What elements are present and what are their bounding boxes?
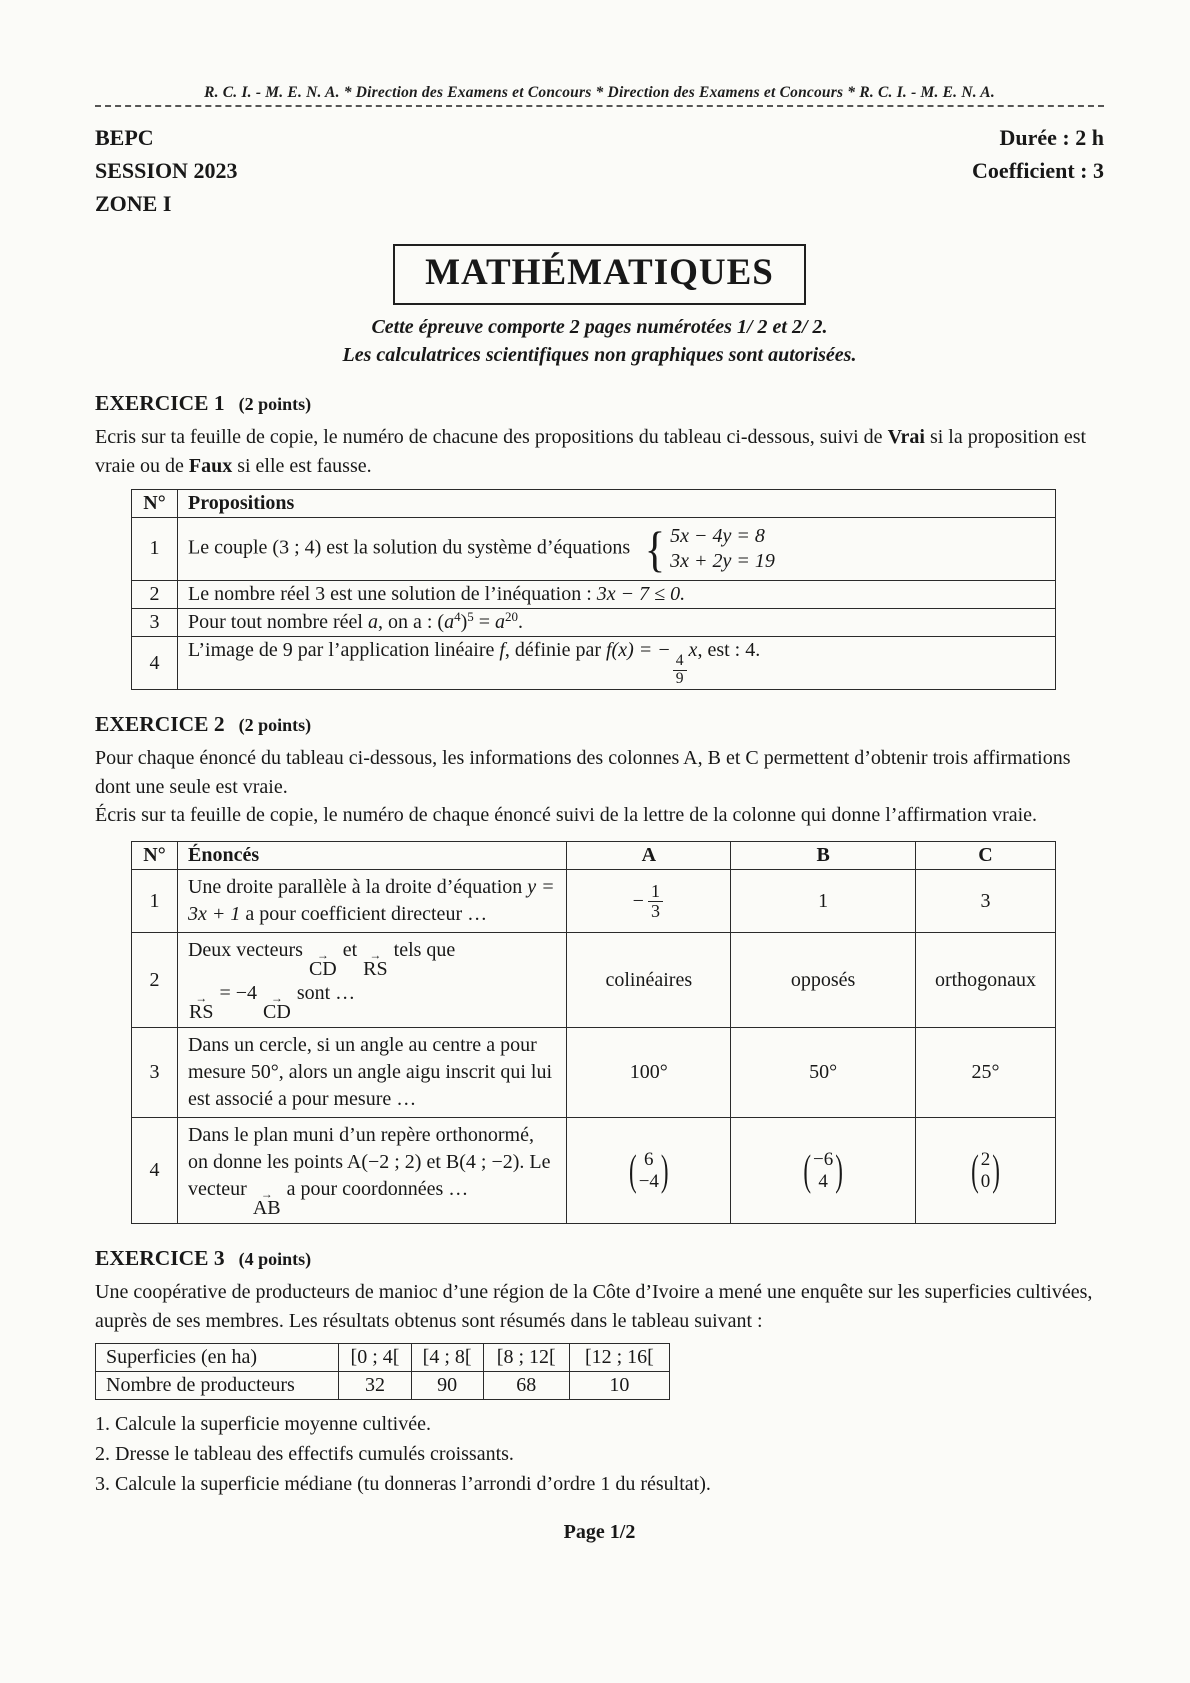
interval-cell: [8 ; 12[ bbox=[483, 1344, 569, 1372]
vector-arrow-icon: → bbox=[270, 991, 283, 1006]
intro-text: si elle est fausse. bbox=[232, 454, 372, 477]
exercise-1 bbox=[95, 391, 1104, 690]
proposition-4-text: L’image de 9 par l’application linéaire bbox=[188, 638, 500, 661]
paren-left: ( bbox=[629, 1146, 637, 1194]
ex2-row-2 bbox=[132, 933, 1056, 1028]
ex1-col-propositions: Propositions bbox=[178, 489, 1056, 517]
vector-name: RS bbox=[188, 1001, 214, 1024]
ex1-propositions-table bbox=[131, 489, 1056, 690]
row-number: 4 bbox=[132, 636, 178, 689]
ex1-row-4 bbox=[132, 636, 1056, 689]
intro-text: si la proposition est vraie ou de bbox=[95, 426, 1087, 477]
exercise-2-heading bbox=[95, 712, 1104, 737]
header-institution-line: R. C. I. - M. E. N. A. * Direction des Examens et Concours * Direction des Examens et Concours * R. C. I. - M. E. N. A. bbox=[204, 84, 995, 101]
count-cell: 32 bbox=[339, 1372, 411, 1400]
math-var: f bbox=[499, 638, 505, 661]
exam-info-right bbox=[972, 121, 1104, 220]
enonce-1-text: Une droite parallèle à la droite d’équation bbox=[187, 876, 528, 899]
ex2-col-enonces: Énoncés bbox=[177, 842, 566, 870]
ex1-col-num: N° bbox=[132, 489, 178, 517]
notice-calculators: Les calculatrices scientifiques non graphiques sont autorisées. bbox=[342, 343, 857, 366]
line-equation: y = 3x + 1 bbox=[187, 876, 555, 926]
row-number: 3 bbox=[132, 1028, 178, 1118]
exercise-3-intro: Une coopérative de producteurs de manioc d’une région de la Côte d’Ivoire a mené une enquête sur les superficies cultivées, auprès de ses membres. Les résultats obtenus sont résumés dans le tableau suivant : bbox=[95, 1281, 1093, 1332]
proposition-2-text: Le nombre réel 3 est une solution de l’inéquation : bbox=[188, 582, 597, 605]
fraction-four-ninths bbox=[673, 653, 687, 688]
fraction-numerator: 4 bbox=[673, 653, 687, 671]
vector-name: RS bbox=[363, 958, 388, 981]
exam-duration: Durée : 2 h bbox=[999, 125, 1104, 150]
ex2-col-c: C bbox=[916, 842, 1056, 870]
row-number: 1 bbox=[132, 870, 178, 933]
vector-rs bbox=[363, 948, 388, 981]
vector-name: CD bbox=[308, 958, 337, 981]
ex2-row-1 bbox=[132, 870, 1056, 933]
proposition-1 bbox=[178, 517, 1056, 580]
ex1-row-1 bbox=[132, 517, 1056, 580]
title-wrap bbox=[95, 244, 1104, 305]
exercise-3-questions bbox=[95, 1409, 1104, 1499]
exam-info bbox=[95, 121, 1104, 220]
math-var: a bbox=[495, 610, 506, 633]
row-number: 2 bbox=[132, 933, 178, 1028]
intro-faux: Faux bbox=[188, 454, 233, 477]
column-vector bbox=[971, 1146, 1000, 1194]
enonce-3: Dans un cercle, si un angle au centre a pour mesure 50°, alors un angle aigu inscrit qui lui est associé a pour mesure … bbox=[177, 1028, 566, 1118]
exam-name: BEPC bbox=[95, 125, 154, 150]
function-formula: f(x) = − bbox=[606, 638, 671, 661]
row-number: 1 bbox=[132, 517, 178, 580]
enonce-2-text: = −4 bbox=[214, 982, 263, 1005]
fraction-denominator: 3 bbox=[650, 901, 660, 922]
interval-cell: [0 ; 4[ bbox=[339, 1344, 411, 1372]
vector-components bbox=[637, 1149, 661, 1193]
proposition-3 bbox=[178, 608, 1056, 636]
exercise-3 bbox=[95, 1246, 1104, 1499]
ex2-row-4 bbox=[132, 1118, 1056, 1224]
question-3: 3. Calcule la superficie médiane (tu donneras l’arrondi d’ordre 1 du résultat). bbox=[95, 1473, 711, 1496]
exercise-1-intro bbox=[95, 423, 1104, 480]
choice-3-a: 100° bbox=[567, 1028, 731, 1118]
vector-components bbox=[811, 1149, 835, 1193]
vector-name: CD bbox=[263, 1001, 291, 1024]
proposition-4-text: , est : 4. bbox=[697, 638, 761, 661]
exam-zone: ZONE I bbox=[95, 191, 172, 216]
enonce-1-text: a pour coefficient directeur … bbox=[240, 903, 488, 926]
exercise-2-points: (2 points) bbox=[238, 715, 312, 736]
paren-left: ( bbox=[803, 1146, 811, 1194]
equation-system bbox=[643, 520, 775, 578]
proposition-2-inequality: 3x − 7 ≤ 0. bbox=[596, 582, 686, 605]
ex2-col-a: A bbox=[567, 842, 731, 870]
question-2: 2. Dresse le tableau des effectifs cumulés croissants. bbox=[95, 1443, 514, 1466]
choice-2-c: orthogonaux bbox=[916, 933, 1056, 1028]
enonce-4 bbox=[177, 1118, 566, 1224]
exponent: 4 bbox=[454, 609, 461, 625]
enonce-1 bbox=[177, 870, 566, 933]
vector-ab bbox=[252, 1187, 281, 1220]
exponent: 20 bbox=[505, 609, 519, 625]
count-cell: 10 bbox=[569, 1372, 669, 1400]
exercise-2 bbox=[95, 712, 1104, 1224]
enonce-4-text: Dans le plan muni d’un repère orthonormé, on donne les points A(−2 ; 2) et B(4 ; −2). Le vecteur bbox=[187, 1124, 551, 1201]
intro-vrai: Vrai bbox=[887, 426, 925, 449]
exponent: 5 bbox=[467, 609, 474, 625]
component-x: 6 bbox=[644, 1149, 654, 1171]
notice-pages: Cette épreuve comporte 2 pages numérotées 1/ 2 et 2/ 2. bbox=[371, 316, 828, 338]
choice-2-a: colinéaires bbox=[567, 933, 731, 1028]
component-x: −6 bbox=[813, 1149, 834, 1171]
exercise-3-points: (4 points) bbox=[238, 1249, 312, 1270]
proposition-3-text: Pour tout nombre réel bbox=[188, 610, 368, 633]
exercise-2-intro-2: Écris sur ta feuille de copie, le numéro de chaque énoncé suivi de la lettre de la colonne qui donne l’affirmation vraie. bbox=[95, 804, 1038, 827]
header-divider bbox=[95, 105, 1104, 107]
enonce-2-text: tels que bbox=[388, 939, 456, 962]
ex2-col-b: B bbox=[731, 842, 916, 870]
vector-components bbox=[979, 1149, 993, 1193]
vector-arrow-icon: → bbox=[316, 948, 329, 963]
component-x: 2 bbox=[980, 1149, 991, 1171]
paren-right: ) bbox=[835, 1146, 843, 1194]
proposition-3-text: ) bbox=[460, 610, 468, 633]
notices bbox=[95, 314, 1104, 369]
count-cell: 90 bbox=[411, 1372, 483, 1400]
paren-left: ( bbox=[971, 1146, 979, 1194]
choice-3-b: 50° bbox=[731, 1028, 916, 1118]
system-lines bbox=[670, 524, 775, 574]
enonce-4-text: a pour coordonnées … bbox=[281, 1178, 469, 1201]
vector-arrow-icon: → bbox=[260, 1187, 273, 1202]
ex3-row1-label: Superficies (en ha) bbox=[96, 1344, 339, 1372]
fraction-denominator: 9 bbox=[675, 669, 684, 687]
exercise-2-intro-1: Pour chaque énoncé du tableau ci-dessous, les informations des colonnes A, B et C permettent d’obtenir trois affirmations dont une seule est vraie. bbox=[95, 747, 1071, 798]
exercise-3-heading bbox=[95, 1246, 1104, 1271]
proposition-1-text: Le couple (3 ; 4) est la solution du système d’équations bbox=[188, 536, 631, 559]
exercise-1-heading bbox=[95, 391, 1104, 416]
intro-text: Ecris sur ta feuille de copie, le numéro de chacune des propositions du tableau ci-dessous, suivi de bbox=[95, 426, 888, 449]
math-var: x bbox=[688, 638, 698, 661]
row-number: 3 bbox=[132, 608, 178, 636]
system-brace: { bbox=[644, 520, 666, 577]
vector-arrow-icon: → bbox=[195, 991, 208, 1006]
ex2-col-num: N° bbox=[132, 842, 178, 870]
exercise-1-title: EXERCICE 1 bbox=[95, 391, 225, 416]
interval-cell: [4 ; 8[ bbox=[411, 1344, 483, 1372]
choice-3-c: 25° bbox=[916, 1028, 1056, 1118]
vector-arrow-icon: → bbox=[369, 948, 382, 963]
vector-name: AB bbox=[252, 1197, 281, 1220]
exam-session: SESSION 2023 bbox=[95, 158, 238, 183]
choice-2-b: opposés bbox=[731, 933, 916, 1028]
column-vector bbox=[803, 1146, 843, 1194]
ex2-choices-table bbox=[131, 841, 1056, 1224]
choice-4-a bbox=[567, 1118, 731, 1224]
ex3-row-producteurs bbox=[96, 1372, 670, 1400]
row-number: 4 bbox=[132, 1118, 178, 1224]
component-y: 4 bbox=[818, 1170, 828, 1192]
paren-right: ) bbox=[992, 1146, 1000, 1194]
proposition-3-text: = bbox=[473, 610, 496, 633]
subject-title: MATHÉMATIQUES bbox=[393, 244, 806, 305]
enonce-2-text: Deux vecteurs bbox=[187, 939, 308, 962]
choice-4-b bbox=[731, 1118, 916, 1224]
vector-cd bbox=[263, 991, 291, 1024]
math-var: a bbox=[444, 610, 455, 633]
proposition-3-text: . bbox=[518, 610, 524, 633]
enonce-2-text: et bbox=[337, 939, 363, 962]
fraction-numerator: 1 bbox=[648, 882, 663, 903]
proposition-2 bbox=[178, 580, 1056, 608]
system-equation-1: 5x − 4y = 8 bbox=[670, 524, 765, 547]
fraction-sign: − bbox=[632, 889, 644, 912]
choice-1-b: 1 bbox=[731, 870, 916, 933]
page-number: Page 1/2 bbox=[563, 1521, 636, 1544]
fraction-minus-one-third bbox=[633, 882, 665, 922]
exercise-3-title: EXERCICE 3 bbox=[95, 1246, 225, 1271]
ex3-statistics-table bbox=[95, 1343, 670, 1400]
choice-4-c bbox=[916, 1118, 1056, 1224]
page-header bbox=[95, 84, 1104, 107]
fraction bbox=[648, 882, 663, 922]
component-y: −4 bbox=[638, 1170, 659, 1192]
vector-cd bbox=[308, 948, 337, 981]
ex2-row-3 bbox=[132, 1028, 1056, 1118]
ex1-row-3 bbox=[132, 608, 1056, 636]
ex1-row-2 bbox=[132, 580, 1056, 608]
row-number: 2 bbox=[132, 580, 178, 608]
proposition-3-text: , on a : ( bbox=[377, 610, 445, 633]
ex3-row2-label: Nombre de producteurs bbox=[96, 1372, 339, 1400]
system-equation-2: 3x + 2y = 19 bbox=[670, 549, 775, 572]
ex2-header-row bbox=[132, 842, 1056, 870]
paren-right: ) bbox=[660, 1146, 669, 1194]
choice-1-c: 3 bbox=[916, 870, 1056, 933]
component-y: 0 bbox=[980, 1170, 991, 1192]
exercise-2-title: EXERCICE 2 bbox=[95, 712, 225, 737]
exam-coefficient: Coefficient : 3 bbox=[972, 158, 1104, 183]
enonce-2 bbox=[177, 933, 566, 1028]
vector-rs bbox=[188, 991, 214, 1024]
column-vector bbox=[629, 1146, 669, 1194]
math-var: a bbox=[367, 610, 378, 633]
ex1-header-row bbox=[132, 489, 1056, 517]
enonce-2-text: sont … bbox=[291, 982, 356, 1005]
count-cell: 68 bbox=[483, 1372, 569, 1400]
choice-1-a bbox=[567, 870, 731, 933]
ex3-row-superficies bbox=[96, 1344, 670, 1372]
exercise-1-points: (2 points) bbox=[238, 394, 312, 415]
proposition-4-text: , définie par bbox=[504, 638, 606, 661]
question-1: 1. Calcule la superficie moyenne cultivée. bbox=[95, 1413, 431, 1436]
exercise-2-intro bbox=[95, 744, 1104, 829]
interval-cell: [12 ; 16[ bbox=[569, 1344, 669, 1372]
proposition-4 bbox=[178, 636, 1056, 689]
exam-info-left bbox=[95, 121, 237, 220]
